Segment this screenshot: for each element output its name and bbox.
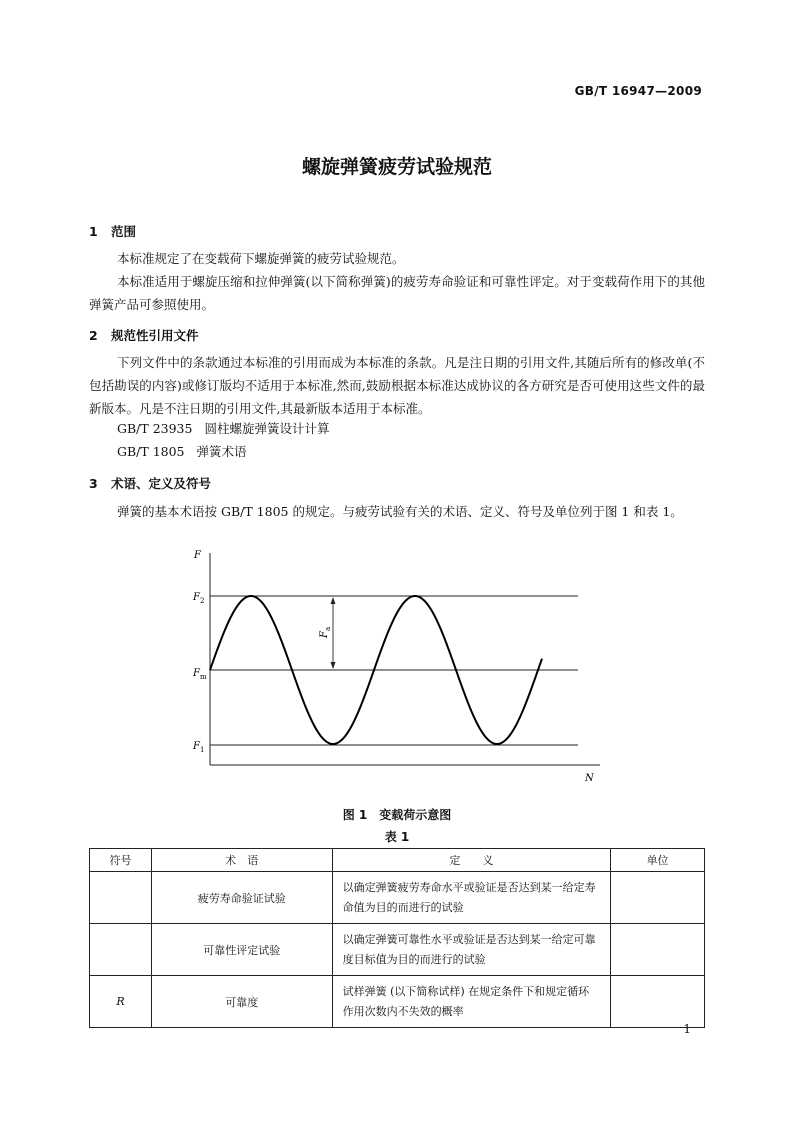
label-fm bbox=[192, 668, 207, 681]
label-fa-main: F bbox=[319, 631, 330, 638]
cell-unit bbox=[611, 872, 705, 924]
label-f2 bbox=[192, 592, 204, 605]
figure-caption: 图 1 变载荷示意图 bbox=[342, 808, 452, 822]
terms-table bbox=[89, 848, 705, 1028]
cell-unit bbox=[611, 924, 705, 976]
header-definition: 定 义 bbox=[332, 849, 611, 872]
header-unit: 单位 bbox=[611, 849, 705, 872]
cell-symbol bbox=[90, 924, 152, 976]
cell-definition: 以确定弹簧可靠性水平或验证是否达到某一给定可靠度目标值为目的而进行的试验 bbox=[332, 924, 611, 976]
cell-definition: 以确定弹簧疲劳寿命水平或验证是否达到某一给定寿命值为目的而进行的试验 bbox=[332, 872, 611, 924]
cell-unit bbox=[611, 976, 705, 1028]
paragraph: 弹簧的基本术语按 GB/T 1805 的规定。与疲劳试验有关的术语、定义、符号及单位列于图 1 和表 1。 bbox=[117, 504, 683, 519]
label-fm-main: F bbox=[193, 668, 200, 679]
section-title: 规范性引用文件 bbox=[111, 328, 199, 343]
section-number: 2 bbox=[89, 328, 98, 343]
cell-term: 疲劳寿命验证试验 bbox=[151, 872, 332, 924]
paragraph: 下列文件中的条款通过本标准的引用而成为本标准的条款。凡是注日期的引用文件,其随后所有的修改单(不包括勘误的内容)或修订版均不适用于本标准,然而,鼓励根据本标准达成协议的各方研究是否可使用这些文件的最新版本。凡是不注日期的引用文件,其最新版本适用于本标准。 bbox=[89, 355, 705, 416]
label-f1-main: F bbox=[193, 741, 200, 752]
label-f1-sub: 1 bbox=[199, 746, 205, 754]
cell-term: 可靠度 bbox=[151, 976, 332, 1028]
paragraph: 本标准适用于螺旋压缩和拉伸弹簧(以下简称弹簧)的疲劳寿命验证和可靠性评定。对于变载荷作用下的其他弹簧产品可参照使用。 bbox=[89, 274, 705, 312]
section-number: 3 bbox=[89, 476, 98, 491]
table-row bbox=[90, 924, 705, 976]
section-title: 术语、定义及符号 bbox=[111, 476, 212, 491]
reference-code: GB/T 1805 bbox=[117, 444, 185, 459]
standard-code: GB/T 16947—2009 bbox=[574, 84, 702, 98]
label-f1 bbox=[192, 741, 204, 754]
amplitude-arrowhead-top bbox=[331, 597, 336, 604]
x-axis-label: N bbox=[585, 773, 594, 784]
table-row bbox=[90, 976, 705, 1028]
label-f2-main: F bbox=[193, 592, 200, 603]
cell-term: 可靠性评定试验 bbox=[151, 924, 332, 976]
reference-code: GB/T 23935 bbox=[117, 421, 193, 436]
table-header-row bbox=[90, 849, 705, 872]
y-axis-label: F bbox=[194, 550, 201, 561]
section-number: 1 bbox=[89, 224, 98, 239]
label-f2-sub: 2 bbox=[199, 597, 205, 605]
label-fm-sub: m bbox=[199, 673, 207, 681]
paragraph: 本标准规定了在变载荷下螺旋弹簧的疲劳试验规范。 bbox=[117, 251, 405, 266]
page-number: 1 bbox=[683, 1022, 691, 1036]
reference-title: 弹簧术语 bbox=[196, 444, 247, 459]
reference-title: 圆柱螺旋弹簧设计计算 bbox=[204, 421, 330, 436]
table-row bbox=[90, 872, 705, 924]
section-title: 范围 bbox=[111, 224, 137, 239]
cell-definition: 试样弹簧 (以下简称试样) 在规定条件下和规定循环作用次数内不失效的概率 bbox=[332, 976, 611, 1028]
header-term: 术 语 bbox=[151, 849, 332, 872]
label-fa bbox=[319, 627, 332, 639]
cell-symbol bbox=[90, 872, 152, 924]
amplitude-arrowhead-bottom bbox=[331, 662, 336, 669]
table-caption: 表 1 bbox=[384, 830, 410, 844]
label-fa-sub: a bbox=[324, 626, 332, 632]
cell-symbol: R bbox=[90, 976, 152, 1028]
document-title: 螺旋弹簧疲劳试验规范 bbox=[301, 156, 492, 178]
header-symbol: 符号 bbox=[90, 849, 152, 872]
